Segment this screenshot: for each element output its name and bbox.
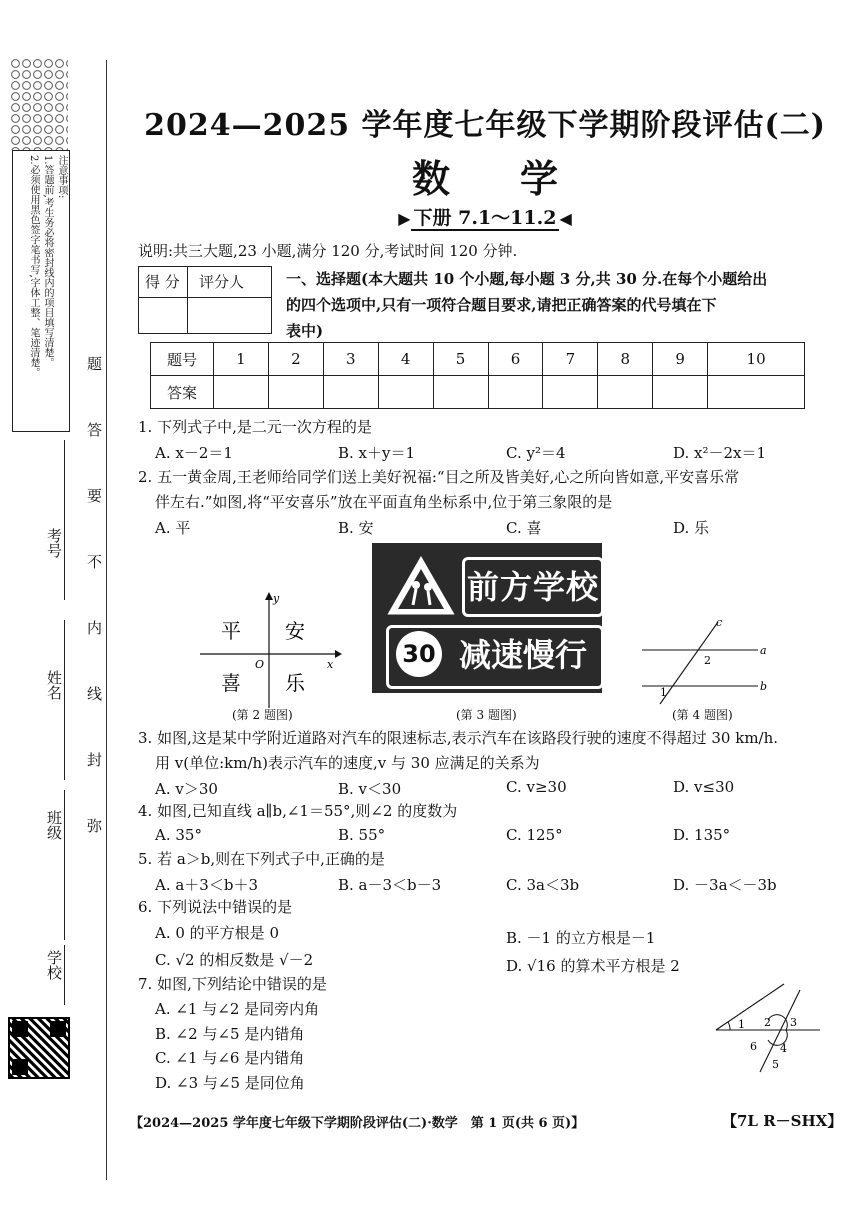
- q3-option-b: B. v＜30: [338, 780, 402, 798]
- table-cell: 2: [268, 343, 323, 376]
- q4-option-b: B. 55°: [338, 826, 386, 844]
- answer-table: [150, 342, 805, 409]
- fig7-label-3: 3: [790, 1016, 797, 1029]
- field-label-class: 班级: [45, 810, 63, 840]
- q7-option-d: D. ∠3 与∠5 是同位角: [155, 1074, 305, 1092]
- q2-stem: 2. 五一黄金周,王老师给同学们送上美好祝福:“目之所及皆美好,心之所向皆如意,平安喜乐常: [138, 468, 740, 486]
- field-line-exam-number[interactable]: [64, 440, 65, 600]
- q5-stem: 5. 若 a＞b,则在下列式子中,正确的是: [138, 850, 385, 868]
- fig4-label-a: a: [760, 644, 767, 657]
- q7-option-b: B. ∠2 与∠5 是内错角: [155, 1025, 305, 1043]
- q1-option-b: B. x＋y＝1: [338, 444, 416, 462]
- fig4-label-b: b: [760, 680, 768, 693]
- answer-cell[interactable]: [433, 376, 488, 409]
- q1-option-c: C. y²＝4: [506, 444, 566, 462]
- sign-line-1: 前方学校: [462, 557, 604, 617]
- q5-option-c: C. 3a＜3b: [506, 876, 580, 894]
- fig4-angle-1: 1: [660, 686, 667, 699]
- q4-stem: 4. 如图,已知直线 a∥b,∠1＝55°,则∠2 的度数为: [138, 802, 458, 820]
- table-cell: 3: [323, 343, 378, 376]
- seal-char: 要: [85, 488, 103, 505]
- fig2-axis-y: y: [273, 592, 280, 605]
- figure-2-coordinate-plane: [195, 588, 345, 713]
- answer-cell[interactable]: [708, 376, 805, 409]
- q5-option-b: B. a－3＜b－3: [338, 876, 442, 894]
- seal-char: 内: [85, 620, 103, 637]
- q3-stem: 3. 如图,这是某中学附近道路对汽车的限速标志,表示汽车在该路段行驶的速度不得超过 30 km/h.: [138, 729, 779, 747]
- section1-line3: 表中): [286, 322, 324, 340]
- q4-option-c: C. 125°: [506, 826, 563, 844]
- figure-7-angles: [708, 980, 828, 1075]
- fig4-angle-2: 2: [704, 654, 711, 667]
- fig2-char-xi: 喜: [221, 671, 241, 695]
- fig2-char-ping: 平: [221, 619, 241, 643]
- binding-dot-pattern: [10, 58, 68, 150]
- seal-char: 答: [85, 422, 103, 439]
- table-cell: 4: [378, 343, 433, 376]
- fig2-origin: O: [255, 658, 265, 671]
- scope-text: 下册 7.1～11.2: [411, 207, 560, 231]
- fig2-caption: (第 2 题图): [232, 708, 293, 722]
- q3-stem-2: 用 v(单位:km/h)表示汽车的速度,v 与 30 应满足的关系为: [155, 754, 540, 772]
- q3-option-c: C. v≥30: [506, 778, 567, 796]
- q2-option-d: D. 乐: [673, 519, 710, 537]
- q6-option-d: D. √16 的算术平方根是 2: [506, 957, 680, 975]
- exam-title: 2024—2025 学年度七年级下学期阶段评估(二): [144, 108, 826, 143]
- table-cell: 1: [214, 343, 269, 376]
- fig7-label-5: 5: [772, 1058, 779, 1071]
- table-row-label: 题号: [151, 343, 214, 376]
- answer-cell[interactable]: [543, 376, 598, 409]
- seal-char: 线: [85, 686, 103, 703]
- field-line-name[interactable]: [64, 620, 65, 780]
- table-cell: 8: [598, 343, 653, 376]
- table-cell: 5: [433, 343, 488, 376]
- qr-code-icon: [8, 1017, 70, 1079]
- seal-char: 弥: [85, 818, 103, 835]
- q1-option-d: D. x²－2x＝1: [673, 444, 767, 462]
- answer-cell[interactable]: [598, 376, 653, 409]
- q1-stem: 1. 下列式子中,是二元一次方程的是: [138, 418, 372, 436]
- q6-option-b: B. －1 的立方根是－1: [506, 929, 656, 947]
- seal-char: 题: [85, 356, 103, 373]
- figure-3-speed-sign: [372, 543, 602, 693]
- footer-code: 【7L R－SHX】: [722, 1112, 843, 1130]
- subject-title: 数学: [411, 156, 628, 201]
- answer-cell[interactable]: [214, 376, 269, 409]
- q5-option-d: D. －3a＜－3b: [673, 876, 777, 894]
- q7-option-c: C. ∠1 与∠6 是内错角: [155, 1049, 305, 1067]
- answer-cell[interactable]: [268, 376, 323, 409]
- seal-char: 不: [85, 554, 103, 571]
- notice-item-1: 1.答题前,考生务必将密封线内的项目填写清楚。: [42, 155, 53, 368]
- triangle-left-icon: ◀: [559, 209, 572, 228]
- fig2-char-le: 乐: [285, 671, 305, 695]
- field-label-exam-number: 考号: [45, 528, 63, 558]
- q7-option-a: A. ∠1 与∠2 是同旁内角: [155, 1000, 320, 1018]
- sign-line-2: 减速慢行: [458, 636, 587, 674]
- q2-option-a: A. 平: [155, 519, 191, 537]
- table-row-label: 答案: [151, 376, 214, 409]
- footer-page-info: 【2024—2025 学年度七年级下学期阶段评估(二)·数学 第 1 页(共 6 页)】: [130, 1116, 585, 1131]
- q4-option-d: D. 135°: [673, 826, 731, 844]
- fig2-char-an: 安: [285, 619, 305, 643]
- table-cell: 6: [488, 343, 543, 376]
- q2-option-c: C. 喜: [506, 519, 542, 537]
- q3-option-a: A. v＞30: [155, 780, 218, 798]
- fig4-label-c: c: [716, 616, 723, 629]
- scope-label: [380, 203, 590, 230]
- q6-stem: 6. 下列说法中错误的是: [138, 898, 293, 916]
- fig7-label-4: 4: [780, 1042, 787, 1055]
- q1-option-a: A. x－2＝1: [155, 444, 233, 462]
- speed-limit-circle: 30: [396, 631, 442, 677]
- notice-item-2: 2.必须使用黑色签字笔书写,字体工整、笔迹清楚。: [28, 155, 39, 378]
- field-label-name: 姓名: [45, 670, 63, 700]
- fig4-caption: (第 4 题图): [672, 708, 733, 722]
- q2-stem-2: 伴左右.”如图,将“平安喜乐”放在平面直角坐标系中,位于第三象限的是: [155, 493, 613, 511]
- field-line-class[interactable]: [64, 790, 65, 940]
- section1-line2: 的四个选项中,只有一项符合题目要求,请把正确答案的代号填在下: [286, 296, 717, 314]
- q6-option-c: C. √2 的相反数是 √－2: [155, 951, 314, 969]
- notice-title: 注意事项:: [56, 155, 67, 199]
- table-cell: 10: [708, 343, 805, 376]
- q2-option-b: B. 安: [338, 519, 374, 537]
- triangle-right-icon: ▶: [398, 209, 411, 228]
- field-line-school[interactable]: [64, 945, 65, 1005]
- q7-stem: 7. 如图,下列结论中错误的是: [138, 975, 327, 993]
- fig2-axis-x: x: [327, 658, 334, 671]
- school-crossing-icon: [386, 555, 456, 617]
- q5-option-a: A. a＋3＜b＋3: [155, 876, 259, 894]
- score-label: 得 分: [145, 273, 180, 291]
- q4-option-a: A. 35°: [155, 826, 202, 844]
- table-cell: 9: [653, 343, 708, 376]
- fig7-label-1: 1: [738, 1018, 745, 1031]
- fig3-caption: (第 3 题图): [456, 708, 517, 722]
- seal-char: 封: [85, 752, 103, 769]
- binding-line: [106, 60, 107, 1180]
- table-cell: 7: [543, 343, 598, 376]
- section1-line1: 一、选择题(本大题共 10 个小题,每小题 3 分,共 30 分.在每个小题给出: [286, 270, 768, 288]
- fig7-label-6: 6: [750, 1040, 757, 1053]
- q6-option-a: A. 0 的平方根是 0: [155, 924, 279, 942]
- q3-option-d: D. v≤30: [673, 778, 735, 796]
- figure-4-parallel-lines: [640, 616, 770, 706]
- score-box: [138, 266, 272, 334]
- fig7-label-2: 2: [764, 1016, 771, 1029]
- field-label-school: 学校: [45, 950, 63, 980]
- instructions: 说明:共三大题,23 小题,满分 120 分,考试时间 120 分钟.: [138, 242, 518, 260]
- notice-box: [12, 150, 70, 432]
- answer-cell[interactable]: [378, 376, 433, 409]
- section1-heading: [286, 266, 826, 344]
- answer-cell[interactable]: [653, 376, 708, 409]
- answer-cell[interactable]: [323, 376, 378, 409]
- grader-label: 评分人: [199, 273, 245, 291]
- answer-cell[interactable]: [488, 376, 543, 409]
